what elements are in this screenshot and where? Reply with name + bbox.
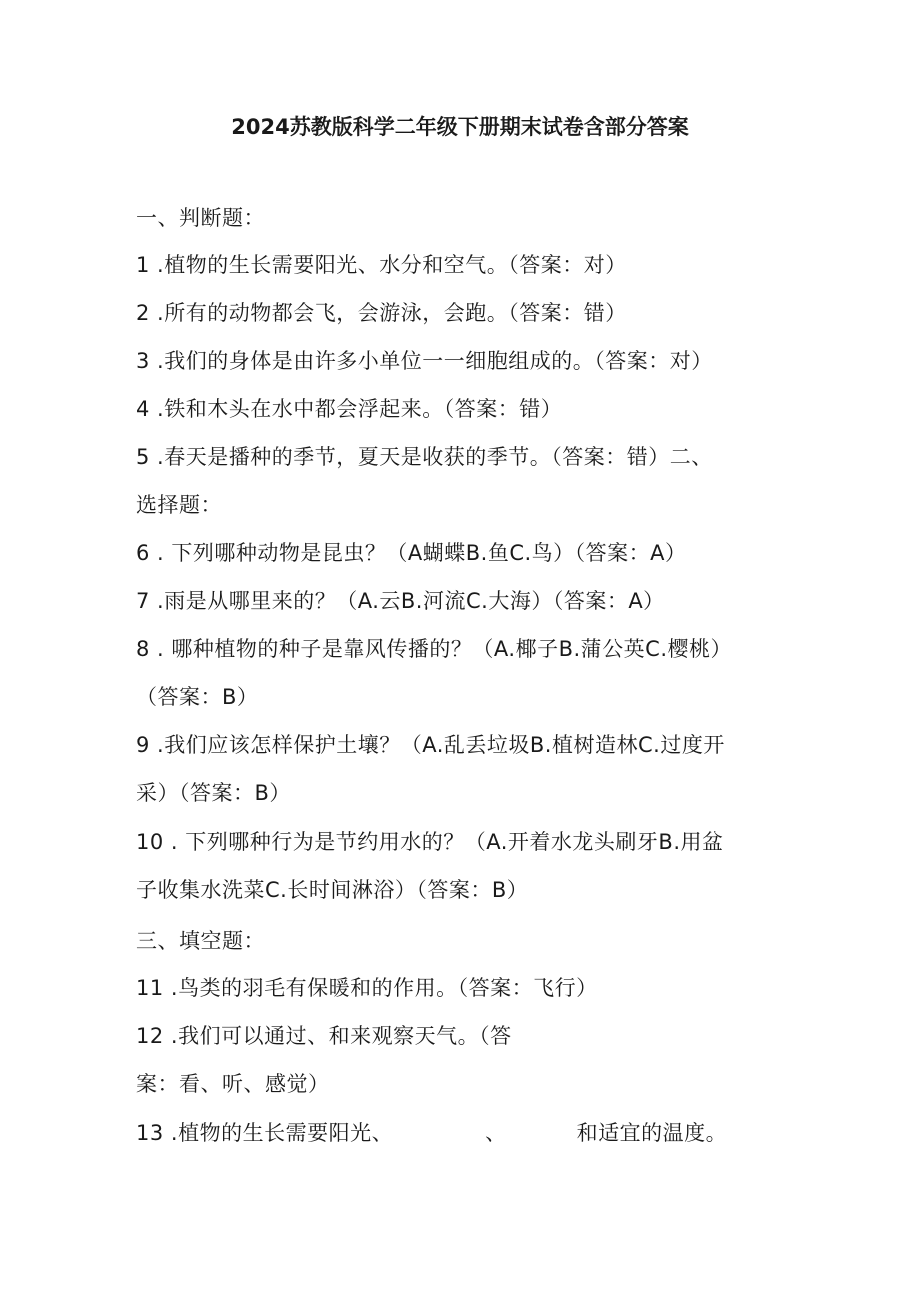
question-text: .雨是从哪里来的？（A.云B.河流C.大海）（答案：A） (149, 589, 665, 613)
question-number: 11 (136, 976, 164, 1000)
question-number: 1 (136, 253, 150, 277)
question-text: . 下列哪种行为是节约用水的？（A.开着水龙头刷牙B.用盆 (163, 830, 724, 854)
question-text: . 下列哪种动物是昆虫？（A蝴蝶B.鱼C.鸟）（答案：A） (149, 541, 687, 565)
question-9 (136, 730, 725, 760)
question-9-continued: 采）（答案：B） (136, 781, 291, 805)
question-7 (136, 586, 665, 616)
question-text: .我们可以通过、和来观察天气。（答 (163, 1024, 512, 1048)
question-text: .我们的身体是由许多小单位一一细胞组成的。（答案：对） (149, 349, 713, 373)
question-1 (136, 250, 627, 280)
question-number: 12 (136, 1024, 164, 1048)
page-title: 2024苏教版科学二年级下册期末试卷含部分答案 (231, 115, 689, 139)
question-number: 5 (136, 445, 150, 469)
question-10-continued: 子收集水洗菜C.长时间淋浴）（答案：B） (136, 878, 529, 902)
question-number: 9 (136, 733, 150, 757)
section-heading-fill-blank: 三、填空题： (136, 929, 265, 953)
question-text: 和适宜的温度。 (576, 1121, 728, 1145)
question-number: 10 (136, 830, 164, 854)
question-8 (136, 634, 732, 664)
question-text: 、 (485, 1121, 507, 1145)
question-number: 2 (136, 301, 150, 325)
question-number: 8 (136, 637, 150, 661)
section-heading-multiple-choice: 选择题： (136, 493, 222, 517)
question-text: .所有的动物都会飞，会游泳，会跑。（答案：错） (149, 301, 627, 325)
question-text: .植物的生长需要阳光、 (163, 1121, 394, 1145)
question-number: 6 (136, 541, 150, 565)
question-11 (136, 973, 598, 1003)
question-6 (136, 538, 687, 568)
question-10 (136, 827, 724, 857)
question-text: .植物的生长需要阳光、水分和空气。（答案：对） (149, 253, 627, 277)
question-number: 4 (136, 397, 150, 421)
question-13 (136, 1118, 727, 1148)
question-8-continued: （答案：B） (136, 685, 259, 709)
question-text: .春天是播种的季节，夏天是收获的季节。（答案：错）二、 (149, 445, 713, 469)
question-2 (136, 298, 627, 328)
question-4 (136, 394, 562, 424)
question-text: .我们应该怎样保护土壤？（A.乱丢垃圾B.植树造林C.过度开 (149, 733, 725, 757)
question-text: .鸟类的羽毛有保暖和的作用。（答案：飞行） (163, 976, 598, 1000)
question-text: .铁和木头在水中都会浮起来。（答案：错） (149, 397, 563, 421)
question-number: 13 (136, 1121, 164, 1145)
question-5 (136, 442, 713, 472)
question-number: 3 (136, 349, 150, 373)
section-heading-true-false: 一、判断题： (136, 206, 265, 230)
question-3 (136, 346, 713, 376)
question-number: 7 (136, 589, 150, 613)
question-12-continued: 案：看、听、感觉） (136, 1072, 330, 1096)
question-text: . 哪种植物的种子是靠风传播的？（A.椰子B.蒲公英C.樱桃） (149, 637, 732, 661)
question-12 (136, 1021, 512, 1051)
